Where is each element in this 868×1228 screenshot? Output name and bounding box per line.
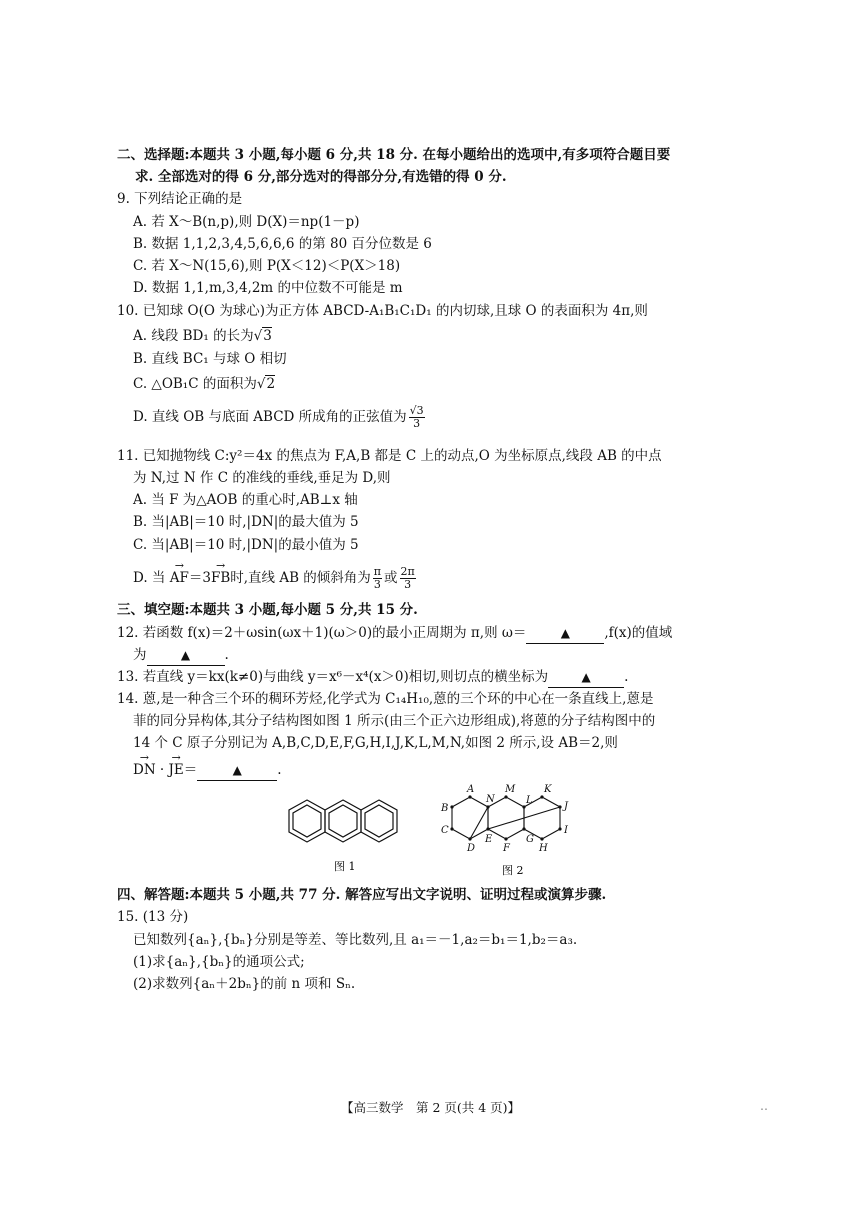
q9-stem: 9. 下列结论正确的是: [117, 191, 243, 207]
q11-fraction-2-den: 3: [404, 578, 412, 591]
q11-option-d-mid: ＝3: [188, 570, 211, 586]
q13-line: [117, 667, 628, 688]
q11-fraction-1-den: 3: [373, 578, 381, 591]
q12-line1-post: ,f(x)的值域: [604, 625, 673, 641]
q14-line2: 菲的同分异构体,其分子结构图如图 1 所示(由三个正六边形组成),将蒽的分子结构图中的: [133, 713, 656, 729]
q14-vector-dn: → DN: [133, 760, 156, 780]
q10-option-c-text: C. △OB₁C 的面积为: [133, 376, 257, 392]
q11-option-a: A. 当 F 为△AOB 的重心时,AB⊥x 轴: [133, 492, 358, 508]
q15-part2: (2)求数列{aₙ＋2bₙ}的前 n 项和 Sₙ.: [133, 976, 356, 992]
q11-fraction-2: [400, 566, 416, 591]
figure-1-anthracene: [282, 792, 412, 874]
q12-answer-blank-2[interactable]: [147, 645, 225, 666]
q11-option-d: [133, 566, 418, 591]
section2-header-line2: 求. 全部选对的得 6 分,部分选对的得部分分,有选错的得 0 分.: [135, 169, 507, 185]
q10-option-c: C. △OB₁C 的面积为√2: [133, 376, 276, 392]
q10-stem: 10. 已知球 O(O 为球心)为正方体 ABCD-A₁B₁C₁D₁ 的内切球,且球 O 的表面积为 4π,则: [117, 303, 648, 319]
fig2-label-h: H: [539, 843, 548, 854]
blank-triangle-icon: ▲: [581, 670, 591, 684]
q12-line1: [117, 623, 672, 644]
q10-option-d-numerator: √3: [409, 404, 424, 417]
q11-stem-line2: 为 N,过 N 作 C 的准线的垂线,垂足为 D,则: [133, 470, 391, 486]
fig2-label-c: C: [441, 825, 449, 836]
blank-triangle-icon: ▲: [232, 763, 242, 777]
q15-line1: 已知数列{aₙ},{bₙ}分别是等差、等比数列,且 a₁＝－1,a₂＝b₁＝1,b₂＝a₃.: [133, 932, 578, 948]
fig2-label-a: A: [467, 784, 475, 795]
q11-option-b: B. 当|AB|＝10 时,|DN|的最大值为 5: [133, 514, 359, 530]
section3-header: 三、填空题:本题共 3 小题,每小题 5 分,共 15 分.: [117, 602, 418, 618]
fig2-label-k: K: [544, 784, 552, 795]
q14-vector-je: → JE: [169, 760, 184, 780]
fig2-label-g: G: [526, 834, 534, 845]
q9-option-c: C. 若 X～N(15,6),则 P(X＜12)＜P(X＞18): [133, 258, 401, 274]
q10-option-a-text: A. 线段 BD₁ 的长为: [133, 328, 254, 344]
q12-line2: [133, 645, 229, 666]
q15-part1: (1)求{aₙ},{bₙ}的通项公式;: [133, 954, 305, 970]
fig2-label-e: E: [485, 834, 493, 845]
q10-option-d-fraction: [409, 405, 425, 430]
q13-answer-blank[interactable]: [548, 667, 624, 688]
q11-or: 或: [384, 570, 398, 586]
q9-option-b: B. 数据 1,1,2,3,4,5,6,6,6 的第 80 百分位数是 6: [133, 236, 432, 252]
q10-option-d-text: D. 直线 OB 与底面 ABCD 所成角的正弦值为: [133, 409, 407, 425]
q14-dot: ·: [155, 762, 169, 778]
q10-option-a-radicand: 3: [263, 328, 272, 344]
q14-line4: [133, 760, 282, 781]
q11-option-d-post: 时,直线 AB 的倾斜角为: [230, 570, 371, 586]
fig2-label-f: F: [503, 843, 510, 854]
q12-line2-pre: 为: [133, 647, 147, 663]
q10-option-d-denominator: 3: [413, 417, 421, 430]
q11-option-d-pre: D. 当: [133, 570, 166, 586]
q12-line1-pre: 12. 若函数 f(x)＝2＋ωsin(ωx＋1)(ω＞0)的最小正周期为 π,则 ω＝: [117, 625, 527, 641]
q10-option-c-radicand: 2: [266, 376, 276, 392]
q11-fraction-1: [373, 566, 382, 591]
q11-vector-af: → AF: [170, 568, 189, 588]
fig2-label-n: N: [486, 794, 495, 805]
q10-option-a: A. 线段 BD₁ 的长为√3: [133, 328, 272, 344]
q12-answer-blank-1[interactable]: [526, 623, 604, 644]
page-footer: 【高三数学 第 2 页(共 4 页)】: [341, 1100, 521, 1115]
q11-vector-fb: → FB: [211, 568, 230, 588]
q11-fraction-1-num: π: [373, 565, 382, 578]
section4-header: 四、解答题:本题共 5 小题,共 77 分. 解答应写出文字说明、证明过程或演算步骤.: [117, 887, 607, 903]
fig2-label-d: D: [467, 843, 476, 854]
fig2-label-i: I: [564, 825, 568, 836]
q13-pre: 13. 若直线 y＝kx(k≠0)与曲线 y＝x⁶－x⁴(x＞0)相切,则切点的横坐标为: [117, 669, 549, 685]
section2-header-line1: 二、选择题:本题共 3 小题,每小题 6 分,共 18 分. 在每小题给出的选项中,有多项符合题目要: [117, 147, 671, 163]
figure-2-labelled-structure: [432, 782, 592, 880]
q14-answer-blank[interactable]: [197, 760, 277, 781]
fig2-label-l: L: [526, 795, 533, 806]
q10-option-d: [133, 405, 427, 430]
fig2-label-j: J: [564, 801, 569, 812]
blank-triangle-icon: ▲: [180, 648, 191, 662]
fig2-label-m: M: [505, 784, 516, 795]
q11-fraction-2-num: 2π: [400, 565, 415, 578]
footer-dots: ..: [760, 1098, 768, 1113]
blank-triangle-icon: ▲: [560, 626, 570, 640]
q14-line1: 14. 蒽,是一种含三个环的稠环芳烃,化学式为 C₁₄H₁₀,蒽的三个环的中心在一条直线上,蒽是: [117, 691, 654, 707]
figure-1-caption: 图 1: [334, 860, 356, 873]
q11-option-c: C. 当|AB|＝10 时,|DN|的最小值为 5: [133, 537, 359, 553]
q9-option-a: A. 若 X～B(n,p),则 D(X)＝np(1－p): [133, 214, 360, 230]
q9-option-d: D. 数据 1,1,m,3,4,2m 的中位数不可能是 m: [133, 280, 403, 296]
q10-option-b: B. 直线 BC₁ 与球 O 相切: [133, 351, 287, 367]
q14-post: .: [277, 762, 282, 778]
fig2-label-b: B: [441, 803, 449, 814]
q15-title: 15. (13 分): [117, 909, 189, 925]
q12-line2-post: .: [224, 647, 229, 663]
q13-post: .: [624, 669, 629, 685]
q14-line3: 14 个 C 原子分别记为 A,B,C,D,E,F,G,H,I,J,K,L,M,N,如图 2 所示,设 AB＝2,则: [133, 735, 618, 751]
figure-2-caption: 图 2: [502, 864, 524, 877]
q11-stem-line1: 11. 已知抛物线 C:y²＝4x 的焦点为 F,A,B 都是 C 上的动点,O 为坐标原点,线段 AB 的中点: [117, 448, 662, 464]
q14-eq: ＝: [183, 762, 198, 778]
